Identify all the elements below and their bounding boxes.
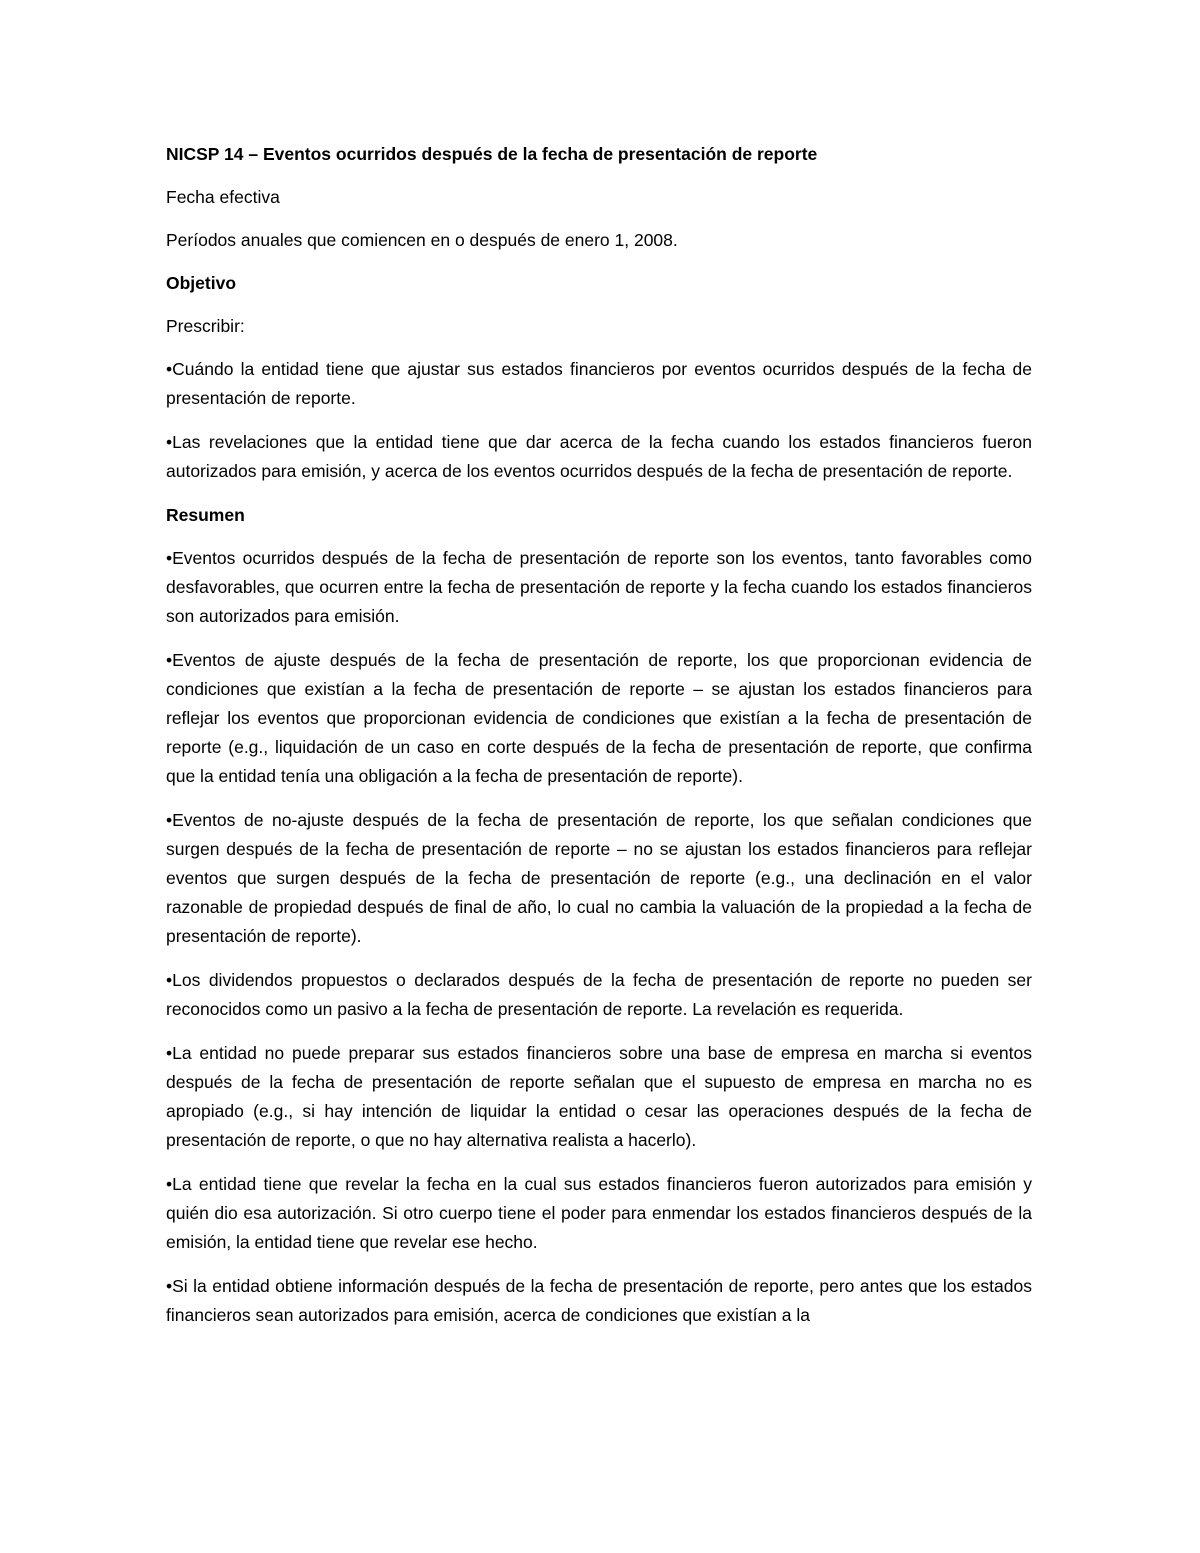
effective-date-label: Fecha efectiva [166, 187, 280, 207]
summary-bullet-6: •La entidad tiene que revelar la fecha en la cual sus estados financieros fueron autorizados para emisión y quién dio esa autorización. Si otro cuerpo tiene el poder para enmendar los estados financieros después de la emisión, la entidad tiene que revelar ese hecho. [166, 1174, 1032, 1252]
objective-bullet-1: •Cuándo la entidad tiene que ajustar sus estados financieros por eventos ocurridos después de la fecha de presentación de reporte. [166, 359, 1032, 408]
objective-bullet-2: •Las revelaciones que la entidad tiene que dar acerca de la fecha cuando los estados financieros fueron autorizados para emisión, y acerca de los eventos ocurridos después de la fecha de presentación de reporte. [166, 432, 1032, 481]
summary-bullet-2: •Eventos de ajuste después de la fecha de presentación de reporte, los que proporcionan evidencia de condiciones que existían a la fecha de presentación de reporte – se ajustan los estados financieros para reflejar los eventos que proporcionan evidencia de condiciones que existían a la fecha de presentación de reporte (e.g., liquidación de un caso en corte después de la fecha de presentación de reporte, que confirma que la entidad tenía una obligación a la fecha de presentación de reporte). [166, 650, 1032, 786]
summary-bullet-5: •La entidad no puede preparar sus estados financieros sobre una base de empresa en marcha si eventos después de la fecha de presentación de reporte señalan que el supuesto de empresa en marcha no es apropiado (e.g., si hay intención de liquidar la entidad o cesar las operaciones después de la fecha de presentación de reporte, o que no hay alternativa realista a hacerlo). [166, 1043, 1032, 1150]
summary-bullet-4: •Los dividendos propuestos o declarados después de la fecha de presentación de reporte no pueden ser reconocidos como un pasivo a la fecha de presentación de reporte. La revelación es requerida. [166, 970, 1032, 1019]
effective-date-text: Períodos anuales que comiencen en o después de enero 1, 2008. [166, 230, 678, 250]
summary-heading: Resumen [166, 505, 245, 525]
document-title: NICSP 14 – Eventos ocurridos después de la fecha de presentación de reporte [166, 144, 818, 164]
document-body [166, 140, 1032, 1330]
prescribe-label: Prescribir: [166, 316, 245, 336]
objective-heading: Objetivo [166, 273, 237, 293]
summary-bullet-7: •Si la entidad obtiene información después de la fecha de presentación de reporte, pero antes que los estados financieros sean autorizados para emisión, acerca de condiciones que existían a la [166, 1276, 1032, 1325]
summary-bullet-1: •Eventos ocurridos después de la fecha de presentación de reporte son los eventos, tanto favorables como desfavorables, que ocurren entre la fecha de presentación de reporte y la fecha cuando los estados financieros son autorizados para emisión. [166, 548, 1032, 626]
summary-bullet-3: •Eventos de no-ajuste después de la fecha de presentación de reporte, los que señalan condiciones que surgen después de la fecha de presentación de reporte – no se ajustan los estados financieros para reflejar eventos que surgen después de la fecha de presentación de reporte (e.g., una declinación en el valor razonable de propiedad después de final de año, lo cual no cambia la valuación de la propiedad a la fecha de presentación de reporte). [166, 810, 1032, 946]
